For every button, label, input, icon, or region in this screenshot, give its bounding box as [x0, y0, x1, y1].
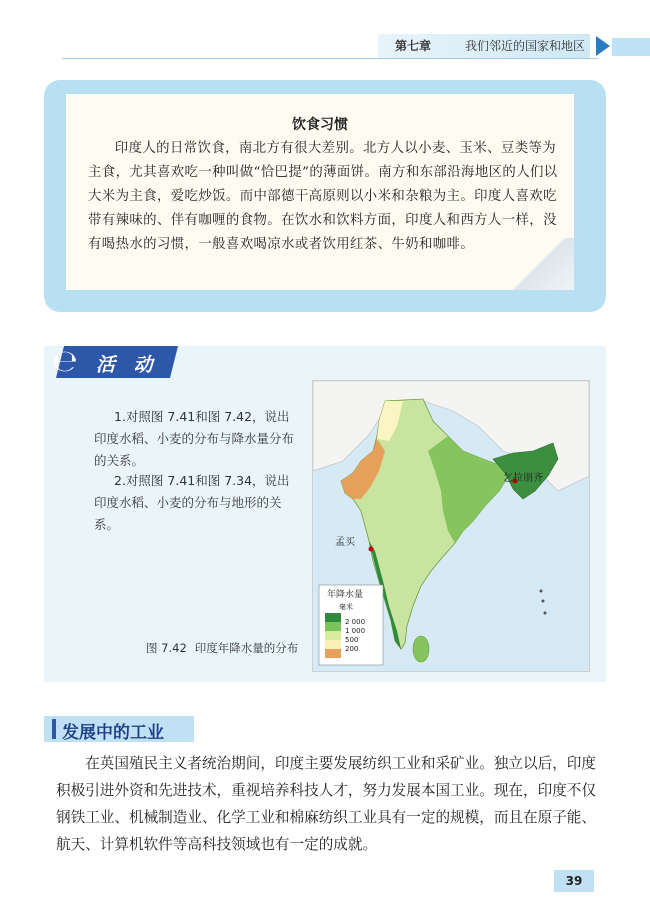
figure-number: 图 7.42	[146, 641, 187, 655]
india-rainfall-map	[312, 380, 590, 672]
legend-swatch	[325, 613, 341, 622]
activity-question-2: 2.对照图 7.41和图 7.34，说出印度水稻、小麦的分布与地形的关系。	[94, 473, 290, 532]
reading-box-text: 印度人的日常饮食，南北方有很大差别。北方人以小麦、玉米、豆类等为主食，尤其喜欢吃一种叫做“恰巴提”的薄面饼。南方和东部沿海地区的人们以大米为主食，爱吃炒饭。而中部德干高原则以小米和杂粮为主。印度人喜欢吃带有辣味的、伴有咖喱的食物。在饮水和饮料方面，印度人和西方人一样，没有喝热水的习惯，一般喜欢喝凉水或者饮用红茶、牛奶和咖啡。	[88, 141, 558, 252]
island-dot	[544, 612, 547, 615]
chapter-label: 第七章	[395, 39, 432, 53]
mumbai-marker	[369, 547, 374, 552]
island-dot	[542, 600, 545, 603]
legend-value: 1 000	[345, 627, 366, 635]
chapter-title: 我们邻近的国家和地区	[465, 39, 586, 53]
activity-label: 活 动	[96, 354, 159, 376]
figure-title: 印度年降水量的分布	[194, 641, 299, 655]
cherrapunji-label: 乞拉朋齐	[503, 473, 543, 484]
activity-question-1: 1.对照图 7.41和图 7.42，说出印度水稻、小麦的分布与降水量分布的关系。	[94, 409, 295, 468]
header-rule	[62, 58, 598, 59]
legend-swatch	[325, 649, 341, 658]
map-graphic	[313, 381, 589, 671]
legend-value: 200	[345, 645, 359, 653]
section-title: 发展中的工业	[62, 723, 164, 743]
legend-value: 2 000	[345, 618, 366, 626]
reading-box-paper	[66, 94, 574, 290]
section-heading-marker	[52, 719, 56, 739]
page-number: 39	[554, 870, 594, 892]
page-header	[0, 30, 650, 62]
reading-box	[44, 80, 606, 312]
sri-lanka	[413, 636, 429, 662]
arrow-right-icon	[596, 36, 610, 56]
activity-icon: ℮	[52, 344, 78, 379]
legend-title: 年降水量	[327, 590, 364, 600]
header-tab	[612, 38, 650, 56]
legend-swatch	[325, 640, 341, 649]
mumbai-label: 孟买	[335, 537, 355, 548]
map-caption	[146, 640, 298, 656]
legend-swatch	[325, 622, 341, 631]
section-text: 在英国殖民主义者统治期间，印度主要发展纺织工业和采矿业。独立以后，印度积极引进外资和先进技术，重视培养科技人才，努力发展本国工业。现在，印度不仅钢铁工业、机械制造业、化学工业和棉麻纺织工业具有一定的规模，而且在原子能、航天、计算机软件等高科技领域也有一定的成就。	[56, 755, 596, 853]
reading-box-title: 饮食习惯	[292, 117, 348, 133]
island-dot	[540, 590, 543, 593]
legend-swatch	[325, 631, 341, 640]
legend-unit: 毫米	[339, 603, 353, 611]
page-curl-icon	[504, 238, 574, 290]
legend-value: 500	[345, 636, 359, 644]
